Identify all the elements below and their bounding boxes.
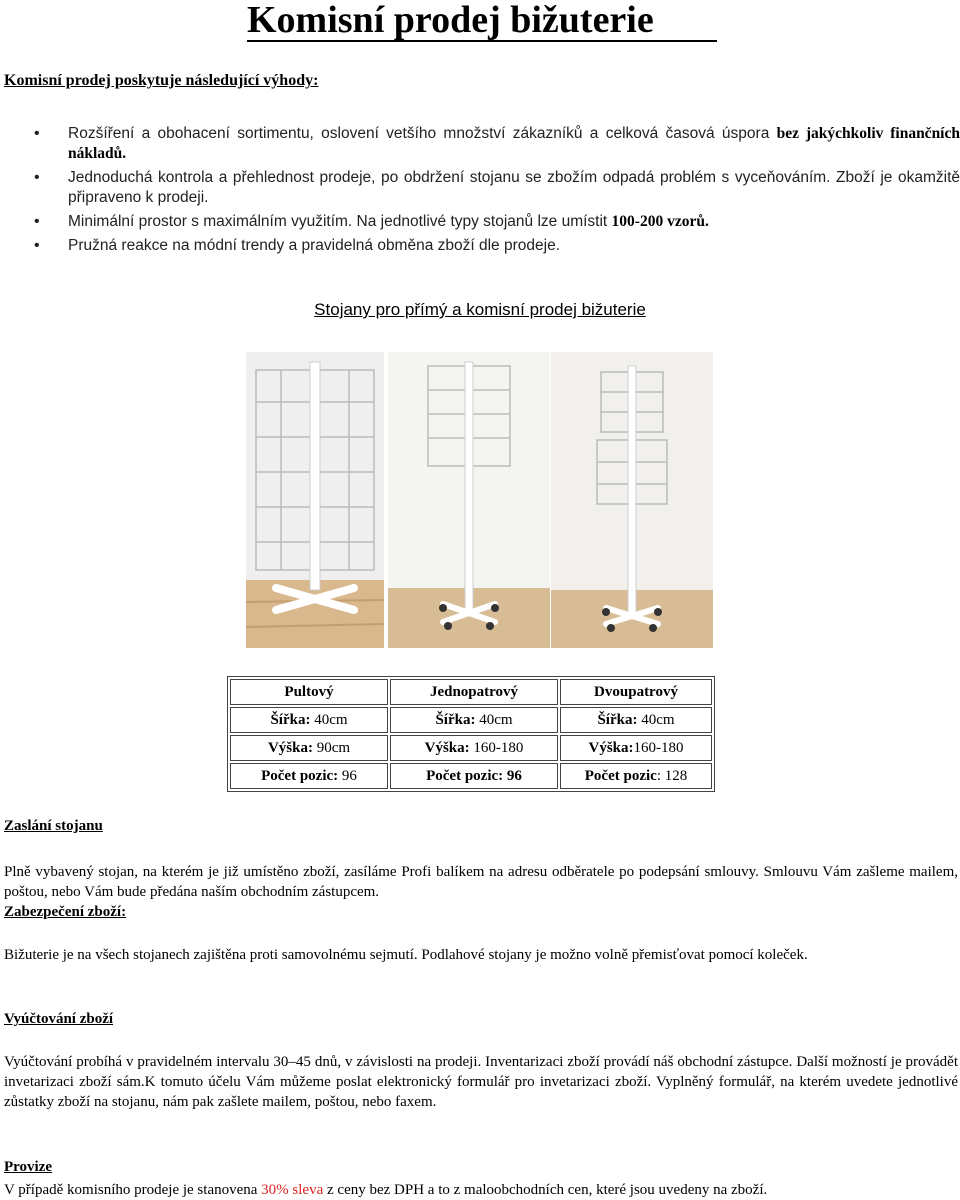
table-cell: Šířka: 40cm [230, 707, 388, 733]
bullet-text: Minimální prostor s maximálním využitím. Na jednotlivé typy stojanů lze umístit [68, 213, 612, 230]
bullet-text: Pružná reakce na módní trendy a pravidelná obměna zboží dle prodeje. [68, 237, 560, 254]
security-text: Bižuterie je na všech stojanech zajištěna proti samovolnému sejmutí. Podlahové stojany je možno volně přemisťovat pomocí koleček. [4, 947, 808, 963]
discount-highlight: 30% sleva [261, 1182, 324, 1198]
advantages-heading: Komisní prodej poskytuje následující výhody: [4, 72, 319, 89]
two-level-stand-photo [551, 352, 713, 648]
security-heading: Zabezpečení zboží: [4, 904, 127, 920]
list-item [30, 124, 960, 164]
table-cell: Výška: 90cm [230, 735, 388, 761]
stand-specs-table [227, 676, 715, 792]
commission-text [4, 1180, 958, 1200]
commission-text-before: V případě komisního prodeje je stanovena [4, 1182, 262, 1198]
table-cell: Výška: 160-180 [390, 735, 558, 761]
list-item [30, 212, 960, 232]
table-cell: Výška:160-180 [560, 735, 712, 761]
list-item [30, 236, 960, 256]
table-row [230, 735, 712, 761]
table-header-cell: Jednopatrový [390, 679, 558, 705]
table-row [230, 707, 712, 733]
table-row [230, 763, 712, 789]
bullet-text: Rozšíření a obohacení sortimentu, oslovení vetšího množství zákazníků a celková časová úspora [68, 125, 777, 142]
table-header-cell: Dvoupatrový [560, 679, 712, 705]
page-title: Komisní prodej bižuterie [247, 0, 717, 42]
stands-heading: Stojany pro přímý a komisní prodej bižuterie [314, 300, 646, 319]
billing-text: Vyúčtování probíhá v pravidelném intervalu 30–45 dnů, v závislosti na prodeji. Inventarizaci zboží provádí náš obchodní zástupce. Další možností je provádět invetarizaci zboží sám.K tomuto účelu Vám můžeme poslat elektronický formulář pro invetarizaci zboží. Vyplněný formulář, na kterém uvedete jednotlivé zůstatky zboží na stojanu, nám pak zašlete mailem, poštou, nebo faxem. [4, 1054, 958, 1110]
commission-heading: Provize [4, 1159, 53, 1175]
bullet-text: Jednoduchá kontrola a přehlednost prodeje, po obdržení stojanu se zbožím odpadá problém s vyceňováním. Zboží je okamžitě připraveno k prodeji. [68, 169, 960, 206]
shipping-text: Plně vybavený stojan, na kterém je již umístěno zboží, zasíláme Profi balíkem na adresu odběratele po podepsání smlouvy. Smlouvu Vám zašleme mailem, poštou, nebo Vám bude předána naším obchodním zástupcem. [4, 864, 958, 900]
billing-heading: Vyúčtování zboží [4, 1011, 114, 1027]
table-cell: Počet pozic: 128 [560, 763, 712, 789]
shipping-heading: Zaslání stojanu [4, 818, 103, 834]
table-header-cell: Pultový [230, 679, 388, 705]
table-cell: Šířka: 40cm [560, 707, 712, 733]
counter-stand-photo [246, 352, 384, 648]
commission-text-after: z ceny bez DPH a to z maloobchodních cen, které jsou uvedeny na zboží. [323, 1182, 768, 1198]
table-cell: Počet pozic: 96 [230, 763, 388, 789]
advantages-list [30, 124, 960, 260]
single-level-stand-photo [388, 352, 550, 648]
table-cell: Šířka: 40cm [390, 707, 558, 733]
list-item [30, 168, 960, 208]
bullet-bold: 100-200 vzorů. [611, 213, 709, 230]
table-row [230, 679, 712, 705]
table-cell: Počet pozic: 96 [390, 763, 558, 789]
bullet-bold: bez jakýchkoliv finančních nákladů. [68, 125, 960, 162]
